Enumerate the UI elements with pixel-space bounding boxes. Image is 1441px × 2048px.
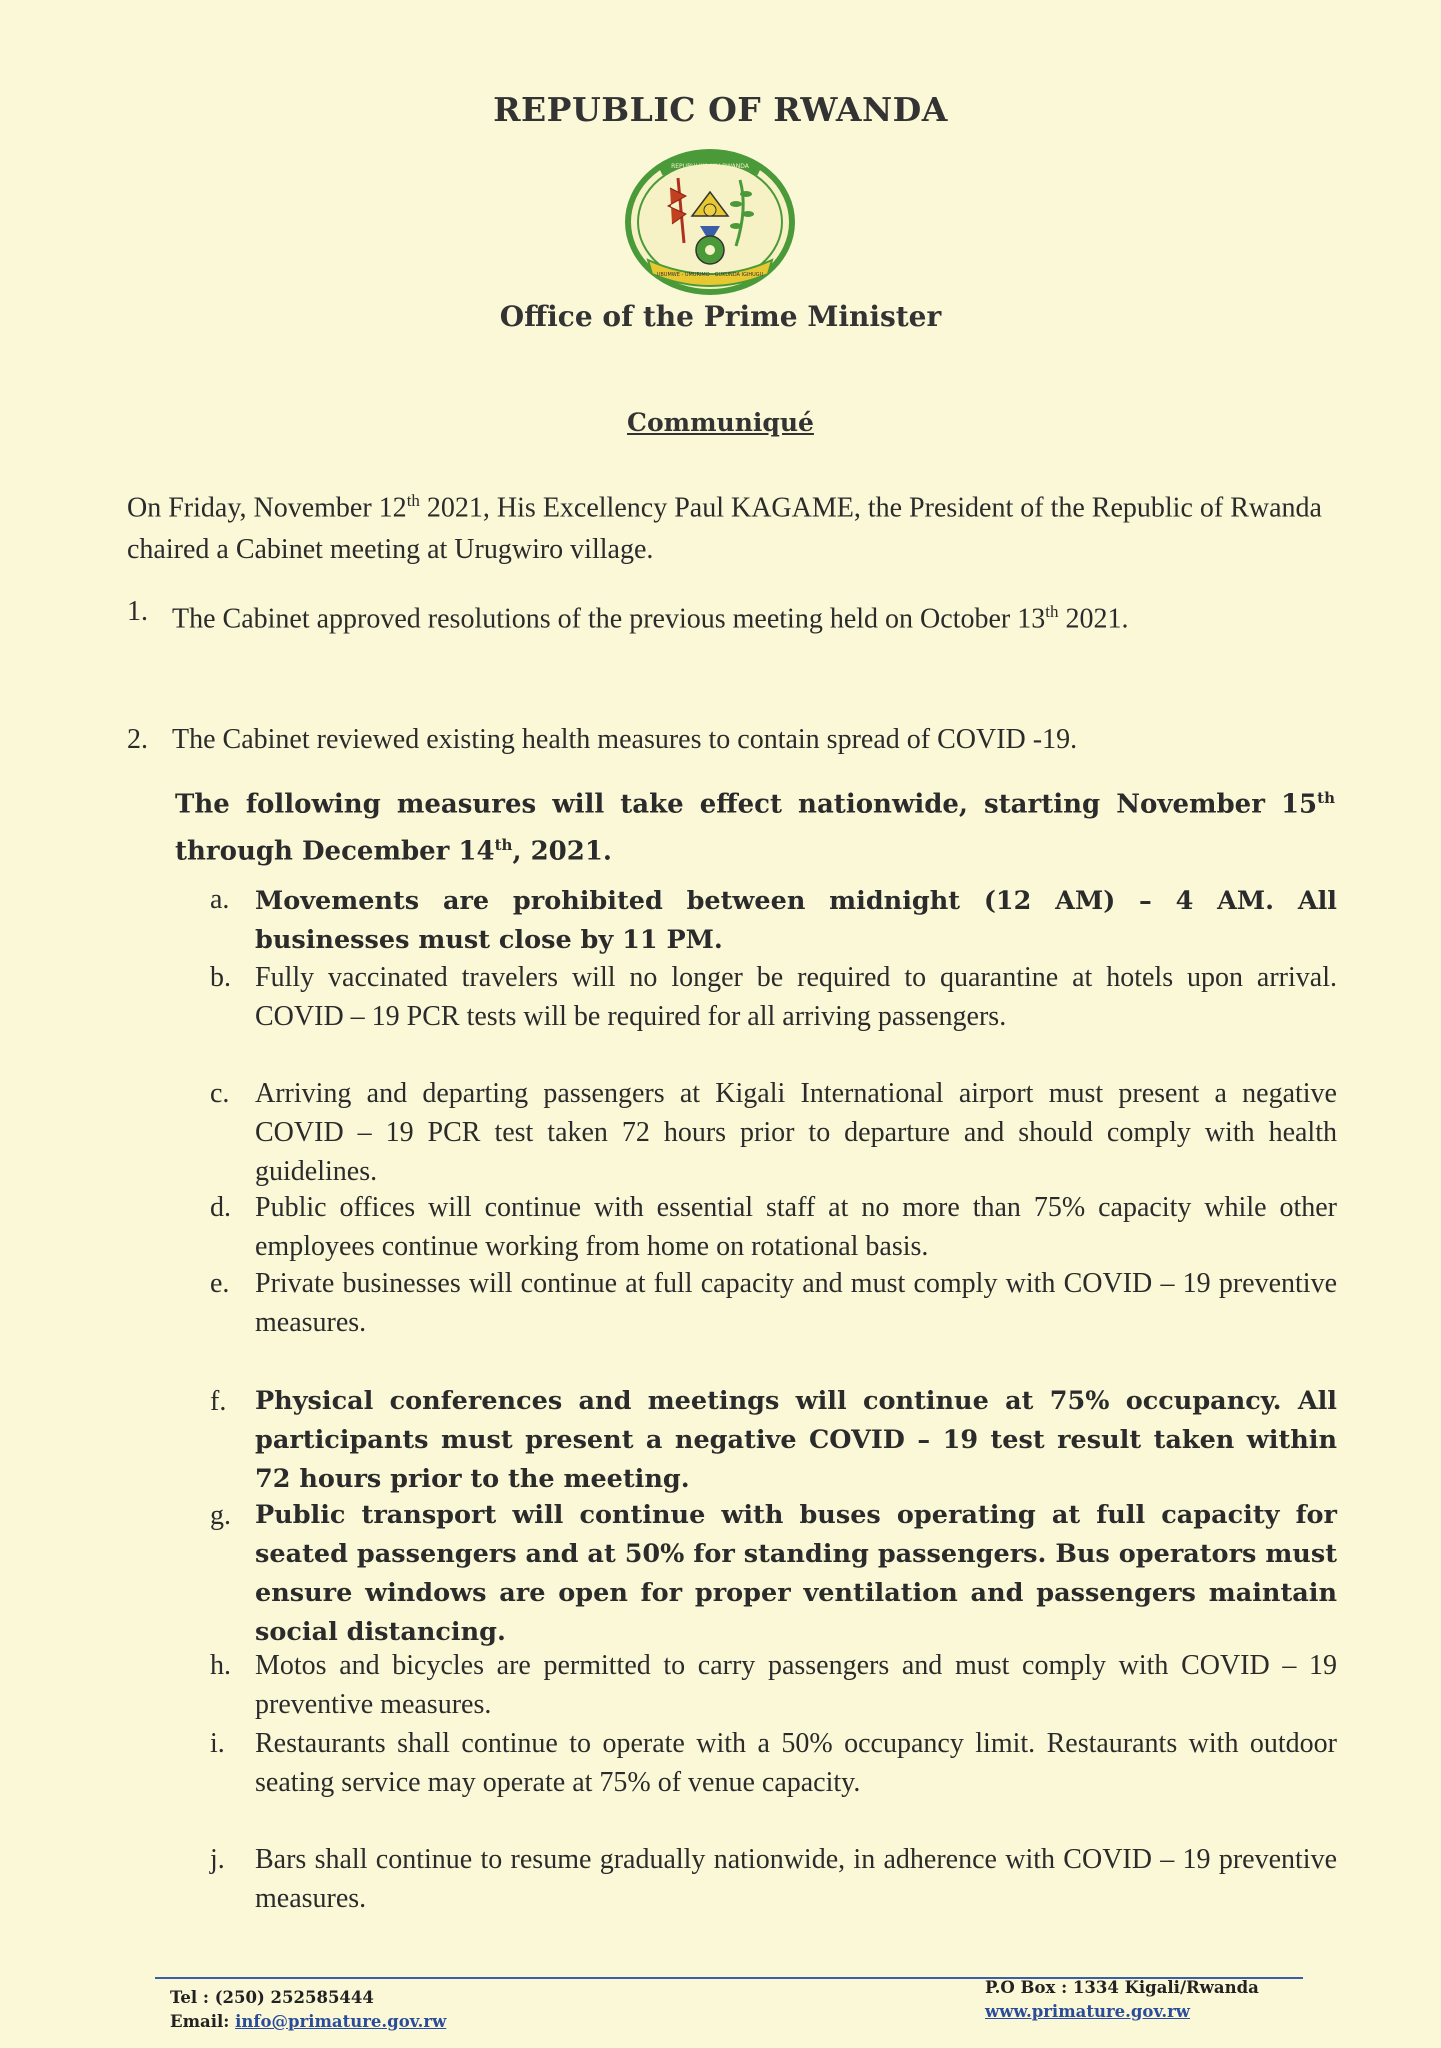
communique-heading: Communiqué	[627, 408, 814, 437]
measure-e-letter: e.	[210, 1268, 230, 1299]
footer-contact	[170, 1986, 446, 2034]
measure-h-letter: h.	[210, 1650, 231, 1681]
footer-tel	[170, 1986, 446, 2010]
measure-j-text: Bars shall continue to resume gradually nationwide, in adherence with COVID – 19 preventive measures.	[255, 1844, 1337, 1914]
footer-email-label: Email:	[170, 2012, 236, 2031]
measure-b-letter: b.	[210, 962, 231, 993]
item-2-number: 2.	[127, 724, 148, 755]
footer-tel-label: Tel :	[170, 1988, 215, 2007]
footer-email	[170, 2010, 446, 2034]
footer-tel-value: (250) 252585444	[214, 1988, 374, 2007]
intro-sup: th	[406, 491, 420, 510]
item-1-text-pre: The Cabinet approved resolutions of the previous meeting held on October 13	[172, 603, 1046, 635]
item-1-sup: th	[1045, 602, 1059, 621]
item-2-text: The Cabinet reviewed existing health measures to contain spread of COVID -19.	[172, 724, 1078, 755]
item-1-text-post: 2021.	[1058, 603, 1129, 635]
item-1-number: 1.	[127, 596, 148, 627]
intro-paragraph	[127, 480, 1327, 571]
measure-h-text: Motos and bicycles are permitted to carry passengers and must comply with COVID – 19 preventive measures.	[255, 1650, 1337, 1720]
footer-po-box: P.O Box : 1334 Kigali/Rwanda	[985, 1978, 1259, 1997]
measures-intro-post: , 2021.	[512, 836, 612, 867]
intro-text-pre: On Friday, November 12	[127, 492, 407, 524]
measure-d-text: Public offices will continue with essential staff at no more than 75% capacity while other employees continue working from home on rotational basis.	[255, 1192, 1337, 1262]
measures-intro-mid: through December 14	[175, 836, 495, 867]
measures-intro-sup1: th	[1317, 789, 1335, 807]
footer-website-link[interactable]: www.primature.gov.rw	[985, 2002, 1191, 2021]
measure-g-text: Public transport will continue with buses operating at full capacity for seated passengers and at 50% for standing passengers. Bus operators must ensure windows are open for proper ventilation and passengers maintain social distancing.	[255, 1500, 1337, 1647]
office-title: Office of the Prime Minister	[499, 300, 942, 333]
measure-b-text: Fully vaccinated travelers will no longer be required to quarantine at hotels upon arrival. COVID – 19 PCR tests will be required for all arriving passengers.	[255, 962, 1337, 1032]
measure-i-text: Restaurants shall continue to operate with a 50% occupancy limit. Restaurants with outdoor seating service may operate at 75% of venue capacity.	[255, 1728, 1337, 1798]
measures-intro	[175, 778, 1335, 871]
republic-title: REPUBLIC OF RWANDA	[493, 90, 948, 129]
measure-c-text: Arriving and departing passengers at Kigali International airport must present a negative COVID – 19 PCR test taken 72 hours prior to departure and should comply with health guidelines.	[255, 1078, 1337, 1187]
measure-e-text: Private businesses will continue at full capacity and must comply with COVID – 19 preventive measures.	[255, 1268, 1337, 1338]
measures-intro-pre: The following measures will take effect nationwide, starting November 15	[175, 789, 1318, 820]
measure-a-letter: a.	[210, 884, 230, 915]
intro-text-post: 2021, His Excellency Paul KAGAME, the President of the Republic of Rwanda chaired a Cabinet meeting at Urugwiro village.	[127, 492, 1322, 566]
seal-top-text: REPUBULIKA Y'U RWANDA	[671, 163, 749, 170]
measure-g-letter: g.	[210, 1500, 231, 1531]
measure-f-text: Physical conferences and meetings will continue at 75% occupancy. All participants must present a negative COVID – 19 test result taken within 72 hours prior to the meeting.	[255, 1386, 1337, 1494]
measure-i-letter: i.	[210, 1728, 225, 1759]
measures-intro-sup2: th	[494, 835, 513, 854]
coat-of-arms-seal	[620, 148, 800, 296]
measure-f-letter: f.	[210, 1386, 227, 1417]
measure-d-letter: d.	[210, 1192, 231, 1223]
footer-email-link[interactable]: info@primature.gov.rw	[235, 2012, 447, 2031]
footer-address	[985, 1976, 1259, 2024]
seal-motto-text: UBUMWE - UMURIMO - GUKUNDA IGIHUGU	[656, 272, 764, 278]
measure-j-letter: j.	[210, 1844, 225, 1875]
measure-a-text: Movements are prohibited between midnight (12 AM) – 4 AM. All businesses must close by 11 PM.	[255, 886, 1337, 955]
item-1-text	[172, 592, 1332, 639]
measure-c-letter: c.	[210, 1078, 230, 1109]
